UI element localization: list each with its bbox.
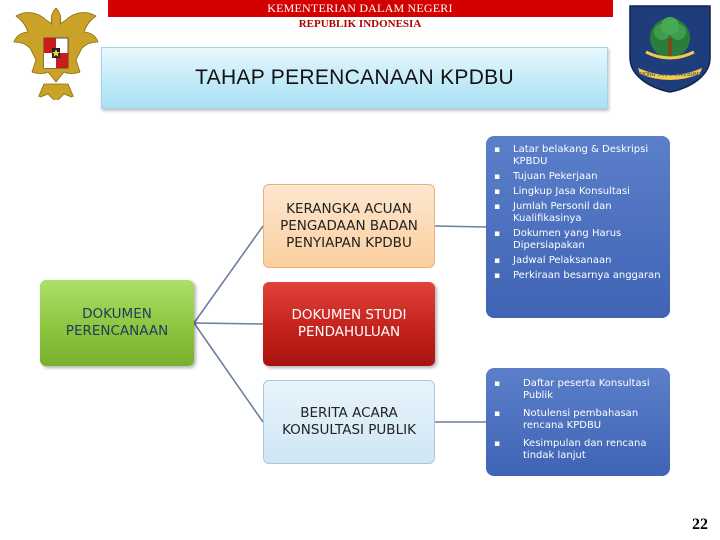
details-list-1 bbox=[486, 136, 670, 282]
list-item: ▪ Kesimpulan dan rencana tindak lanjut bbox=[486, 438, 670, 462]
list-item: ▪ Notulensi pembahasan rencana KPDBU bbox=[486, 408, 670, 432]
connector-root-to-studi bbox=[194, 323, 263, 324]
header-ministry: KEMENTERIAN DALAM NEGERI bbox=[267, 1, 453, 15]
details-list-2 bbox=[486, 368, 670, 462]
list-item: ▪ Daftar peserta Konsultasi Publik bbox=[486, 378, 670, 402]
list-item: ▪ Perkiraan besarnya anggaran bbox=[486, 270, 670, 282]
list-item: ▪ Tujuan Pekerjaan bbox=[486, 171, 670, 183]
connector-root-to-kak bbox=[194, 226, 263, 323]
details-panel-berita-acara bbox=[486, 368, 670, 476]
root-node-dokumen-perencanaan: DOKUMEN PERENCANAAN bbox=[40, 280, 194, 366]
page-title: TAHAP PERENCANAAN KPDBU bbox=[195, 66, 514, 89]
details-panel-kerangka-acuan bbox=[486, 136, 670, 318]
header-country: REPUBLIK INDONESIA bbox=[298, 18, 422, 30]
connector-kak-to-details bbox=[435, 226, 486, 227]
list-item: ▪ Latar belakang & Deskripsi KPBDU bbox=[486, 144, 670, 168]
list-item: ▪ Dokumen yang Harus Dipersiapakan bbox=[486, 228, 670, 252]
list-item: ▪ Jumlah Personil dan Kualifikasinya bbox=[486, 201, 670, 225]
page-number: 22 bbox=[692, 516, 708, 533]
branch-node-kerangka-acuan: KERANGKA ACUAN PENGADAAN BADAN PENYIAPAN KPDBU bbox=[263, 184, 435, 268]
list-item: ▪ Jadwal Pelaksanaan bbox=[486, 255, 670, 267]
branch-node-dokumen-studi: DOKUMEN STUDI PENDAHULUAN bbox=[263, 282, 435, 366]
emblem-motto: AMONG TANI DALAN BUMIH bbox=[636, 72, 704, 78]
branch-node-berita-acara: BERITA ACARA KONSULTASI PUBLIK bbox=[263, 380, 435, 464]
connector-root-to-berita bbox=[194, 323, 263, 422]
list-item: ▪ Lingkup Jasa Konsultasi bbox=[486, 186, 670, 198]
